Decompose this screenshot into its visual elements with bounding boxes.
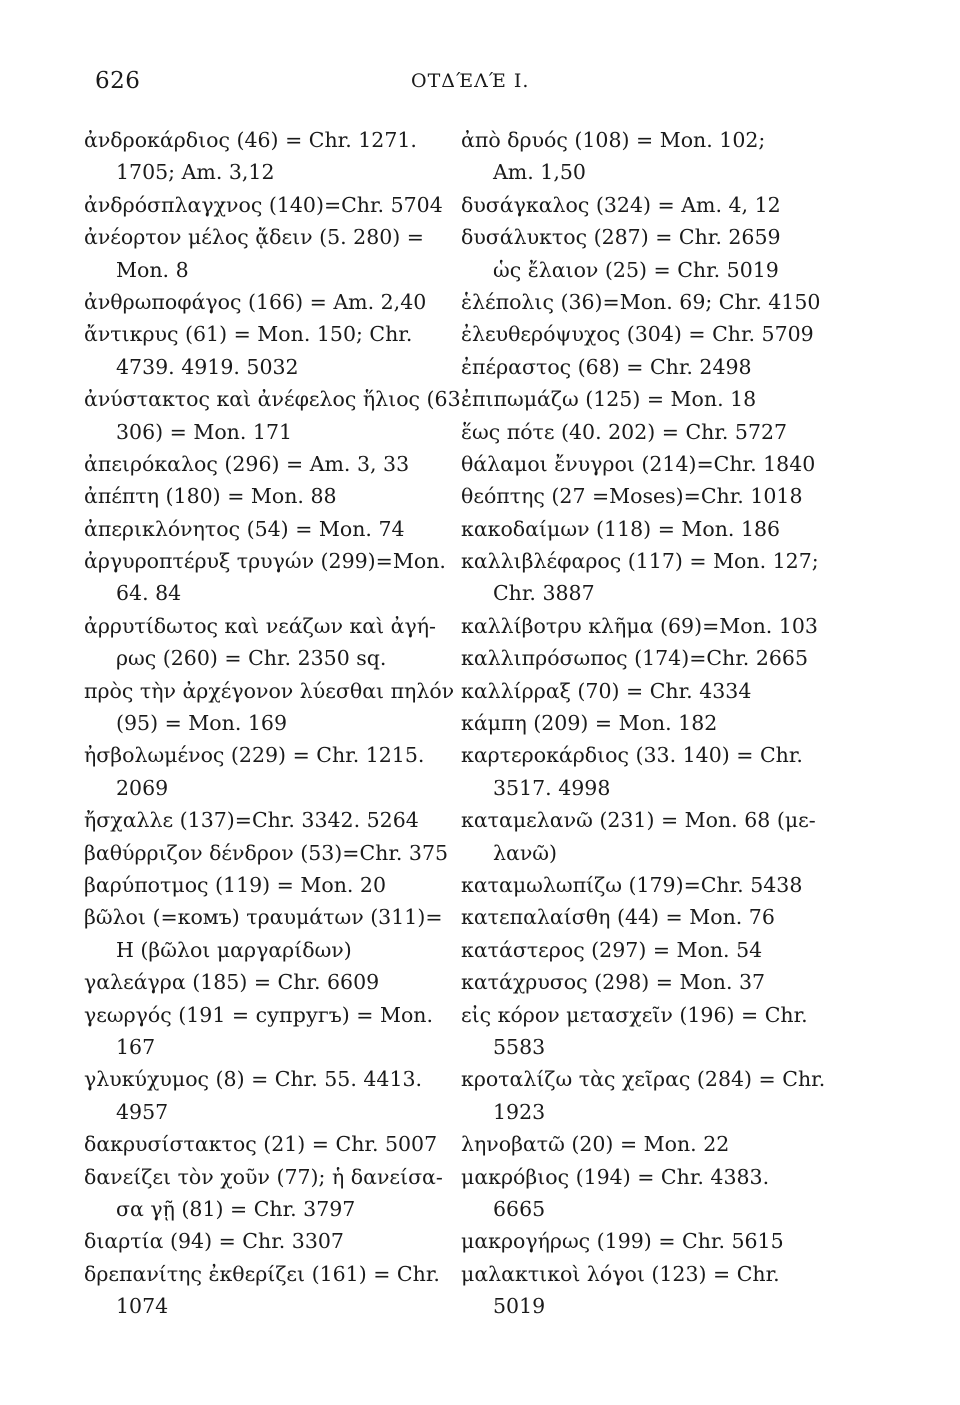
index-entry-line: σα γῇ (81) = Chr. 3797 xyxy=(116,1196,356,1221)
index-entry-line: δανείζει τὸν χοῦν (77); ἡ δανείσα- xyxy=(84,1164,443,1189)
index-entry-line: βαρύποτμος (119) = Mon. 20 xyxy=(84,872,387,897)
left-column xyxy=(84,124,468,1322)
index-entry-line: γεωργός (191 = супругъ) = Mon. xyxy=(84,1002,434,1027)
index-entry-line: 4957 xyxy=(116,1099,169,1124)
index-entry-line: δρεπανίτης ἐκθερίζει (161) = Chr. xyxy=(84,1261,440,1286)
index-entry-line: ὡς ἔλαιον (25) = Chr. 5019 xyxy=(493,257,779,282)
index-entry-line: 5583 xyxy=(493,1034,546,1059)
index-entry-line: κατάστερος (297) = Mon. 54 xyxy=(461,937,763,962)
index-entry-line: καταμελανῶ (231) = Mon. 68 (με- xyxy=(461,808,816,833)
right-column xyxy=(461,124,861,1322)
index-entry-line: (95) = Mon. 169 xyxy=(116,711,287,736)
index-entry-line: καλλίρραξ (70) = Chr. 4334 xyxy=(461,678,752,703)
index-entry-line: βαθύρριζον δένδρον (53)=Chr. 375 xyxy=(84,840,449,865)
running-head: ΟΤΔΈΛΈ Ι. xyxy=(411,70,530,92)
index-entry-line: 6665 xyxy=(493,1196,546,1221)
index-entry-line: μαλακτικοὶ λόγοι (123) = Chr. xyxy=(461,1261,780,1286)
page-number: 626 xyxy=(95,68,141,94)
index-entry-line: ἀρρυτίδωτος καὶ νεάζων καὶ ἀγή- xyxy=(84,613,436,638)
index-entry-line: θάλαμοι ἔνυγροι (214)=Chr. 1840 xyxy=(461,451,816,476)
index-entry-line: 1923 xyxy=(493,1099,546,1124)
index-entry-line: καλλιβλέφαρος (117) = Mon. 127; xyxy=(461,549,819,574)
index-entry-line: 5019 xyxy=(493,1294,546,1319)
index-entry-line: δακρυσίστακτος (21) = Chr. 5007 xyxy=(84,1132,438,1157)
index-entry-line: ἀνθρωποφάγος (166) = Am. 2,40 xyxy=(84,289,427,314)
index-entry-line: H (βῶλοι μαργαρίδων) xyxy=(116,937,352,962)
index-entry-line: ἀνδρόσπλαγχνος (140)=Chr. 5704 xyxy=(84,192,443,217)
index-entry-line: ἀνδροκάρδιος (46) = Chr. 1271. xyxy=(84,128,417,152)
index-entry-line: ἀπέπτη (180) = Mon. 88 xyxy=(84,484,337,509)
index-entry-line: 1705; Am. 3,12 xyxy=(116,160,275,185)
index-entry-line: καρτεροκάρδιος (33. 140) = Chr. xyxy=(461,743,803,768)
index-entry-line: δυσάλυκτος (287) = Chr. 2659 xyxy=(461,225,781,250)
index-entry-line: Mon. 8 xyxy=(116,257,189,282)
index-entry-line: Chr. 3887 xyxy=(493,581,595,606)
index-entry-line: διαρτία (94) = Chr. 3307 xyxy=(84,1229,344,1254)
index-entry-line: ρως (260) = Chr. 2350 sq. xyxy=(116,646,387,671)
index-entry-line: 64. 84 xyxy=(116,581,182,606)
index-entry-line: ἀπειρόκαλος (296) = Am. 3, 33 xyxy=(84,451,410,476)
index-entry-line: θεόπτης (27 =Moses)=Chr. 1018 xyxy=(461,484,803,509)
index-entry-line: ἕως πότε (40. 202) = Chr. 5727 xyxy=(461,419,788,444)
index-entry-line: γλυκύχυμος (8) = Chr. 55. 4413. xyxy=(84,1067,423,1092)
index-entry-line: δυσάγκαλος (324) = Am. 4, 12 xyxy=(461,192,781,217)
index-entry-line: 306) = Mon. 171 xyxy=(116,419,293,444)
index-entry-line: γαλεάγρα (185) = Chr. 6609 xyxy=(84,970,380,995)
index-entry-line: 167 xyxy=(116,1034,156,1059)
index-entry-line: 2069 xyxy=(116,775,169,800)
index-entry-line: ἀνέορτον μέλος ᾄδειν (5. 280) = xyxy=(84,225,424,250)
index-entry-line: 3517. 4998 xyxy=(493,775,611,800)
index-entry-line: ἑλέπολις (36)=Mon. 69; Chr. 4150 xyxy=(461,289,821,314)
index-entry-line: κακοδαίμων (118) = Mon. 186 xyxy=(461,516,781,541)
index-entry-line: ἀνύστακτος καὶ ἀνέφελος ἥλιος (63. xyxy=(84,387,468,412)
index-entry-line: καλλίβοτρυ κλῆμα (69)=Mon. 103 xyxy=(461,613,818,638)
index-entry-line: ἀπερικλόνητος (54) = Mon. 74 xyxy=(84,516,405,541)
index-entry-line: καλλιπρόσωπος (174)=Chr. 2665 xyxy=(461,646,809,671)
index-entry-line: καταμωλωπίζω (179)=Chr. 5438 xyxy=(461,872,803,897)
index-entry-line: ἤσχαλλε (137)=Chr. 3342. 5264 xyxy=(84,808,419,833)
page-header xyxy=(0,62,960,102)
index-entry-line: ἠσβολωμένος (229) = Chr. 1215. xyxy=(84,743,425,768)
index-entry-line: 1074 xyxy=(116,1294,169,1319)
index-entry-line: μακρόβιος (194) = Chr. 4383. xyxy=(461,1164,770,1189)
index-entry-line: Am. 1,50 xyxy=(493,160,586,185)
index-entry-line: ἄντικρυς (61) = Mon. 150; Chr. xyxy=(84,322,413,347)
index-entry-line: κατάχρυσος (298) = Mon. 37 xyxy=(461,970,766,995)
index-entry-line: ἐπέραστος (68) = Chr. 2498 xyxy=(461,354,752,379)
index-entry-line: ἐπιπωμάζω (125) = Mon. 18 xyxy=(461,387,757,412)
index-entry-line: βῶλοι (=комъ) τραυμάτων (311)= xyxy=(84,905,443,930)
index-entry-line: κάμπη (209) = Mon. 182 xyxy=(461,711,718,736)
index-entry-line: πρὸς τὴν ἀρχέγονον λύεσθαι πηλόν xyxy=(84,678,455,703)
index-entry-line: κατεπαλαίσθη (44) = Mon. 76 xyxy=(461,905,775,930)
index-entry-line: 4739. 4919. 5032 xyxy=(116,354,299,379)
index-entry-line: ἐλευθερόψυχος (304) = Chr. 5709 xyxy=(461,322,814,347)
index-entry-line: ληνοβατῶ (20) = Mon. 22 xyxy=(461,1132,730,1157)
index-entry-line: εἰς κόρον μετασχεῖν (196) = Chr. xyxy=(461,1002,808,1027)
index-entry-line: κροταλίζω τὰς χεῖρας (284) = Chr. xyxy=(461,1067,826,1092)
index-entry-line: μακρογήρως (199) = Chr. 5615 xyxy=(461,1229,784,1254)
index-entry-line: ἀπὸ δρυός (108) = Mon. 102; xyxy=(461,128,766,152)
index-entry-line: ἀργυροπτέρυξ τρυγών (299)=Mon. xyxy=(84,549,446,574)
index-entry-line: λανῶ) xyxy=(493,840,558,865)
